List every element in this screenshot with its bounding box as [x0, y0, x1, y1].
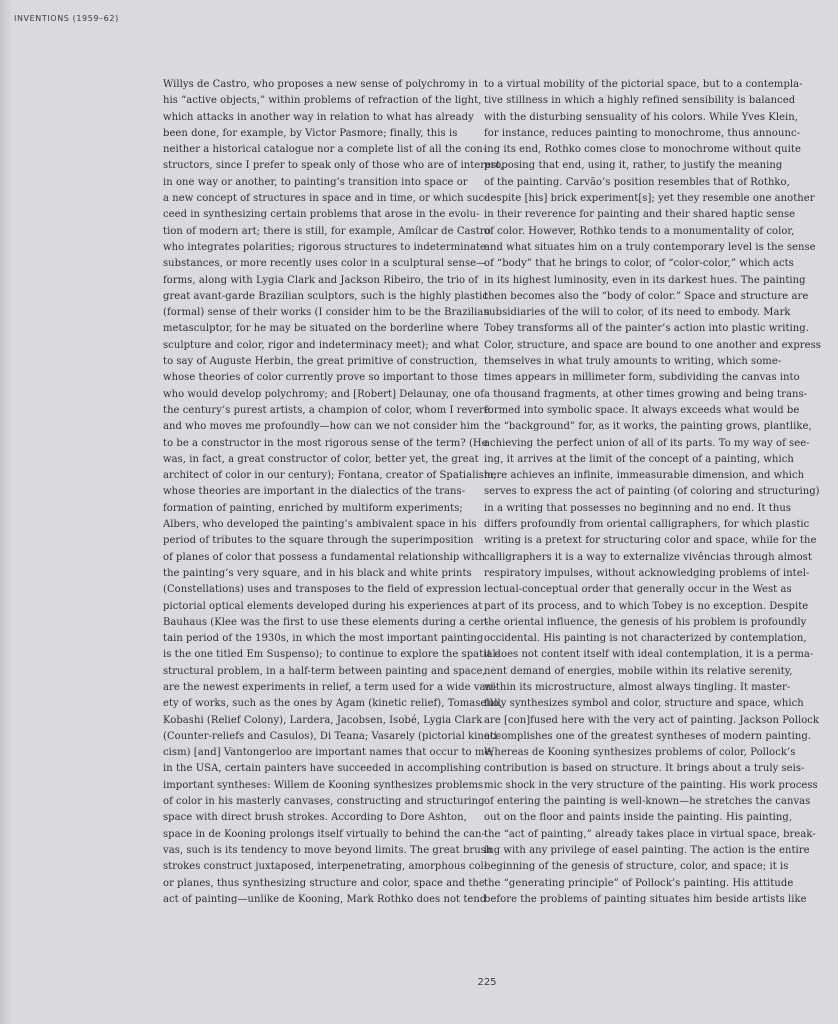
text-line: it does not content itself with ideal contemplation, it is a perma- [484, 649, 814, 661]
text-line: respiratory impulses, without acknowledging problems of intel- [484, 567, 810, 579]
text-line: in a writing that possesses no beginning and no end. It thus [484, 502, 792, 514]
text-line: his “active objects,” within problems of refraction of the light, [163, 95, 482, 107]
text-line: differs profoundly from oriental calligraphers, for which plastic [484, 519, 810, 531]
text-line: fully synthesizes symbol and color, structure and space, which [484, 698, 804, 710]
text-line: of color. However, Rothko tends to a monumentality of color, [484, 225, 795, 237]
text-line: are [con]fused here with the very act of painting. Jackson Pollock [484, 714, 820, 726]
text-line: Bauhaus (Klee was the first to use these elements during a cer- [163, 616, 489, 628]
text-line: to be a constructor in the most rigorous sense of the term? (He [163, 437, 488, 449]
text-line: Kobashi (Relief Colony), Lardera, Jacobsen, Isobé, Lygia Clark [163, 714, 483, 726]
text-line: here achieves an infinite, immeasurable dimension, and which [484, 470, 805, 482]
page-number: 225 [477, 977, 497, 988]
text-line: calligraphers it is a way to externalize vivências through almost [484, 551, 812, 563]
text-line: ing its end, Rothko comes close to monochrome without quite [484, 144, 801, 156]
text-line: achieving the perfect union of all of its parts. To my way of see- [484, 437, 810, 449]
text-line: the century’s purest artists, a champion of color, whom I revere [163, 404, 490, 416]
text-line: the painting’s very square, and in his black and white prints [163, 567, 472, 579]
text-line: of “body” that he brings to color, of “color-color,” which acts [484, 258, 794, 270]
text-line: pictorial optical elements developed during his experiences at [163, 600, 483, 612]
text-line: the “act of painting,” already takes place in virtual space, break- [484, 828, 816, 840]
text-line: (Constellations) uses and transposes to the field of expression [163, 584, 482, 596]
text-line: then becomes also the “body of color.” Space and structure are [484, 290, 809, 302]
text-line: metasculptor, for he may be situated on the borderline where [163, 323, 479, 335]
text-line: structors, since I prefer to speak only of those who are of interest, [163, 160, 504, 172]
text-line: mic shock in the very structure of the painting. His work process [484, 779, 818, 791]
text-line: tion of modern art; there is still, for example, Amílcar de Castro [163, 225, 491, 237]
text-line: been done, for example, by Victor Pasmore; finally, this is [163, 127, 458, 139]
right-text-column [484, 77, 821, 908]
text-line: important syntheses: Willem de Kooning synthesizes problems [163, 779, 484, 791]
text-line: subsidiaries of the will to color, of its need to embody. Mark [484, 307, 791, 319]
text-line: contribution is based on structure. It brings about a truly seis- [484, 763, 805, 775]
text-line: is the one titled Em Suspenso); to continue to explore the spatial- [163, 649, 500, 661]
text-line: substances, or more recently uses color in a sculptural sense— [163, 258, 487, 270]
text-line: act of painting—unlike de Kooning, Mark Rothko does not tend [163, 893, 487, 905]
text-line: in its highest luminosity, even in its darkest hues. The painting [484, 274, 806, 286]
text-line: the “generating principle” of Pollock’s painting. His attitude [484, 877, 794, 889]
text-line: the “background” for, as it works, the painting grows, plantlike, [484, 421, 812, 433]
text-line: whose theories are important in the dialectics of the trans- [163, 486, 466, 498]
text-line: ety of works, such as the ones by Agam (kinetic relief), Tomasello, [163, 698, 503, 710]
text-line: accomplishes one of the greatest syntheses of modern painting. [484, 730, 812, 742]
text-line: Tobey transforms all of the painter’s action into plastic writing. [484, 323, 809, 335]
left-text-column [163, 77, 504, 908]
text-line: writing is a pretext for structuring color and space, while for the [484, 535, 817, 547]
text-line: in their reverence for painting and their shared haptic sense [484, 209, 796, 221]
text-line: or planes, thus synthesizing structure and color, space and the [163, 877, 485, 889]
text-line: a thousand fragments, at other times growing and being trans- [484, 388, 808, 400]
text-line: (Counter-reliefs and Casulos), Di Teana; Vasarely (pictorial kineti- [163, 730, 501, 742]
text-line: strokes construct juxtaposed, interpenetrating, amorphous col- [163, 861, 488, 873]
text-line: who would develop polychromy; and [Robert] Delaunay, one of [163, 388, 484, 400]
text-line: ing, it arrives at the limit of the concept of a painting, which [484, 453, 794, 465]
text-line: whose theories of color currently prove so important to those [163, 372, 479, 384]
text-line: proposing that end, using it, rather, to justify the meaning [484, 160, 783, 172]
text-line: who integrates polarities; rigorous structures to indeterminate [163, 241, 486, 253]
text-line: part of its process, and to which Tobey is no exception. Despite [484, 600, 809, 612]
text-line: lectual-conceptual order that generally occur in the West as [484, 584, 792, 596]
text-line: nent demand of energies, mobile within its relative serenity, [484, 665, 793, 677]
text-line: (formal) sense of their works (I consider him to be the Brazilian [163, 307, 490, 319]
text-line: with the disturbing sensuality of his colors. While Yves Klein, [484, 111, 799, 123]
text-line: ceed in synthesizing certain problems that arose in the evolu- [163, 209, 480, 221]
text-line: out on the floor and paints inside the painting. His painting, [484, 812, 793, 824]
text-line: formation of painting, enriched by multiform experiments; [163, 502, 463, 514]
text-line: in the USA, certain painters have succeeded in accomplishing [163, 763, 481, 775]
text-line: tain period of the 1930s, in which the most important painting [163, 633, 484, 645]
text-line: of entering the painting is well-known—he stretches the canvas [484, 796, 811, 808]
text-line: Willys de Castro, who proposes a new sense of polychromy in [163, 79, 479, 90]
text-line: before the problems of painting situates him beside artists like [484, 893, 807, 905]
text-line: Color, structure, and space are bound to one another and express [484, 339, 821, 351]
text-line: sculpture and color, rigor and indeterminacy meet); and what [163, 339, 480, 351]
text-line: formed into symbolic space. It always exceeds what would be [484, 404, 800, 416]
text-line: are the newest experiments in relief, a term used for a wide vari- [163, 681, 498, 693]
text-line: beginning of the genesis of structure, color, and space; it is [484, 861, 789, 873]
text-line: in one way or another, to painting’s transition into space or [163, 176, 468, 188]
text-line: space with direct brush strokes. According to Dore Ashton, [163, 812, 467, 824]
text-line: of the painting. Carvão’s position resembles that of Rothko, [484, 176, 790, 188]
text-line: despite [his] brick experiment[s]; yet they resemble one another [484, 193, 815, 205]
text-line: cism) [and] Vantongerloo are important names that occur to me; [163, 747, 494, 759]
text-line: was, in fact, a great constructor of color, better yet, the great [163, 453, 479, 465]
text-line: neither a historical catalogue nor a complete list of all the con- [163, 144, 487, 156]
text-line: great avant-garde Brazilian sculptors, such is the highly plastic [163, 290, 489, 302]
text-line: period of tributes to the square through the superimposition [163, 535, 474, 547]
text-line: occidental. His painting is not characterized by contemplation, [484, 633, 807, 645]
running-head: INVENTIONS (1959–62) [14, 14, 119, 23]
text-line: for instance, reduces painting to monochrome, thus announc- [484, 127, 801, 139]
text-line: a new concept of structures in space and in time, or which suc- [163, 193, 488, 205]
text-line: space in de Kooning prolongs itself virtually to behind the can- [163, 828, 485, 840]
text-line: themselves in what truly amounts to writing, which some- [484, 356, 782, 368]
page-edge-shadow [0, 0, 12, 1024]
text-line: the oriental influence, the genesis of his problem is profoundly [484, 616, 807, 628]
text-line: of color in his masterly canvases, constructing and structuring [163, 796, 485, 808]
text-line: serves to express the act of painting (of coloring and structuring) [484, 486, 820, 498]
text-line: Albers, who developed the painting’s ambivalent space in his [163, 519, 477, 531]
text-line: Whereas de Kooning synthesizes problems of color, Pollock’s [484, 747, 796, 759]
text-line: forms, along with Lygia Clark and Jackson Ribeiro, the trio of [163, 274, 479, 286]
text-line: of planes of color that possess a fundamental relationship with [163, 551, 486, 563]
text-line: to say of Auguste Herbin, the great primitive of construction, [163, 356, 478, 368]
text-line: architect of color in our century); Fontana, creator of Spatialism, [163, 470, 497, 482]
text-line: ing with any privilege of easel painting. The action is the entire [484, 844, 810, 856]
text-line: and what situates him on a truly contemporary level is the sense [484, 241, 816, 253]
text-line: vas, such is its tendency to move beyond limits. The great brush [163, 844, 493, 856]
text-line: which attacks in another way in relation to what has already [163, 111, 474, 123]
text-line: to a virtual mobility of the pictorial space, but to a contempla- [484, 79, 803, 90]
text-line: and who moves me profoundly—how can we not consider him [163, 421, 480, 433]
text-line: within its microstructure, almost always tingling. It master- [484, 681, 791, 693]
text-line: tive stillness in which a highly refined sensibility is balanced [484, 95, 796, 107]
text-line: times appears in millimeter form, subdividing the canvas into [484, 372, 800, 384]
text-line: structural problem, in a half-term between painting and space, [163, 665, 486, 677]
